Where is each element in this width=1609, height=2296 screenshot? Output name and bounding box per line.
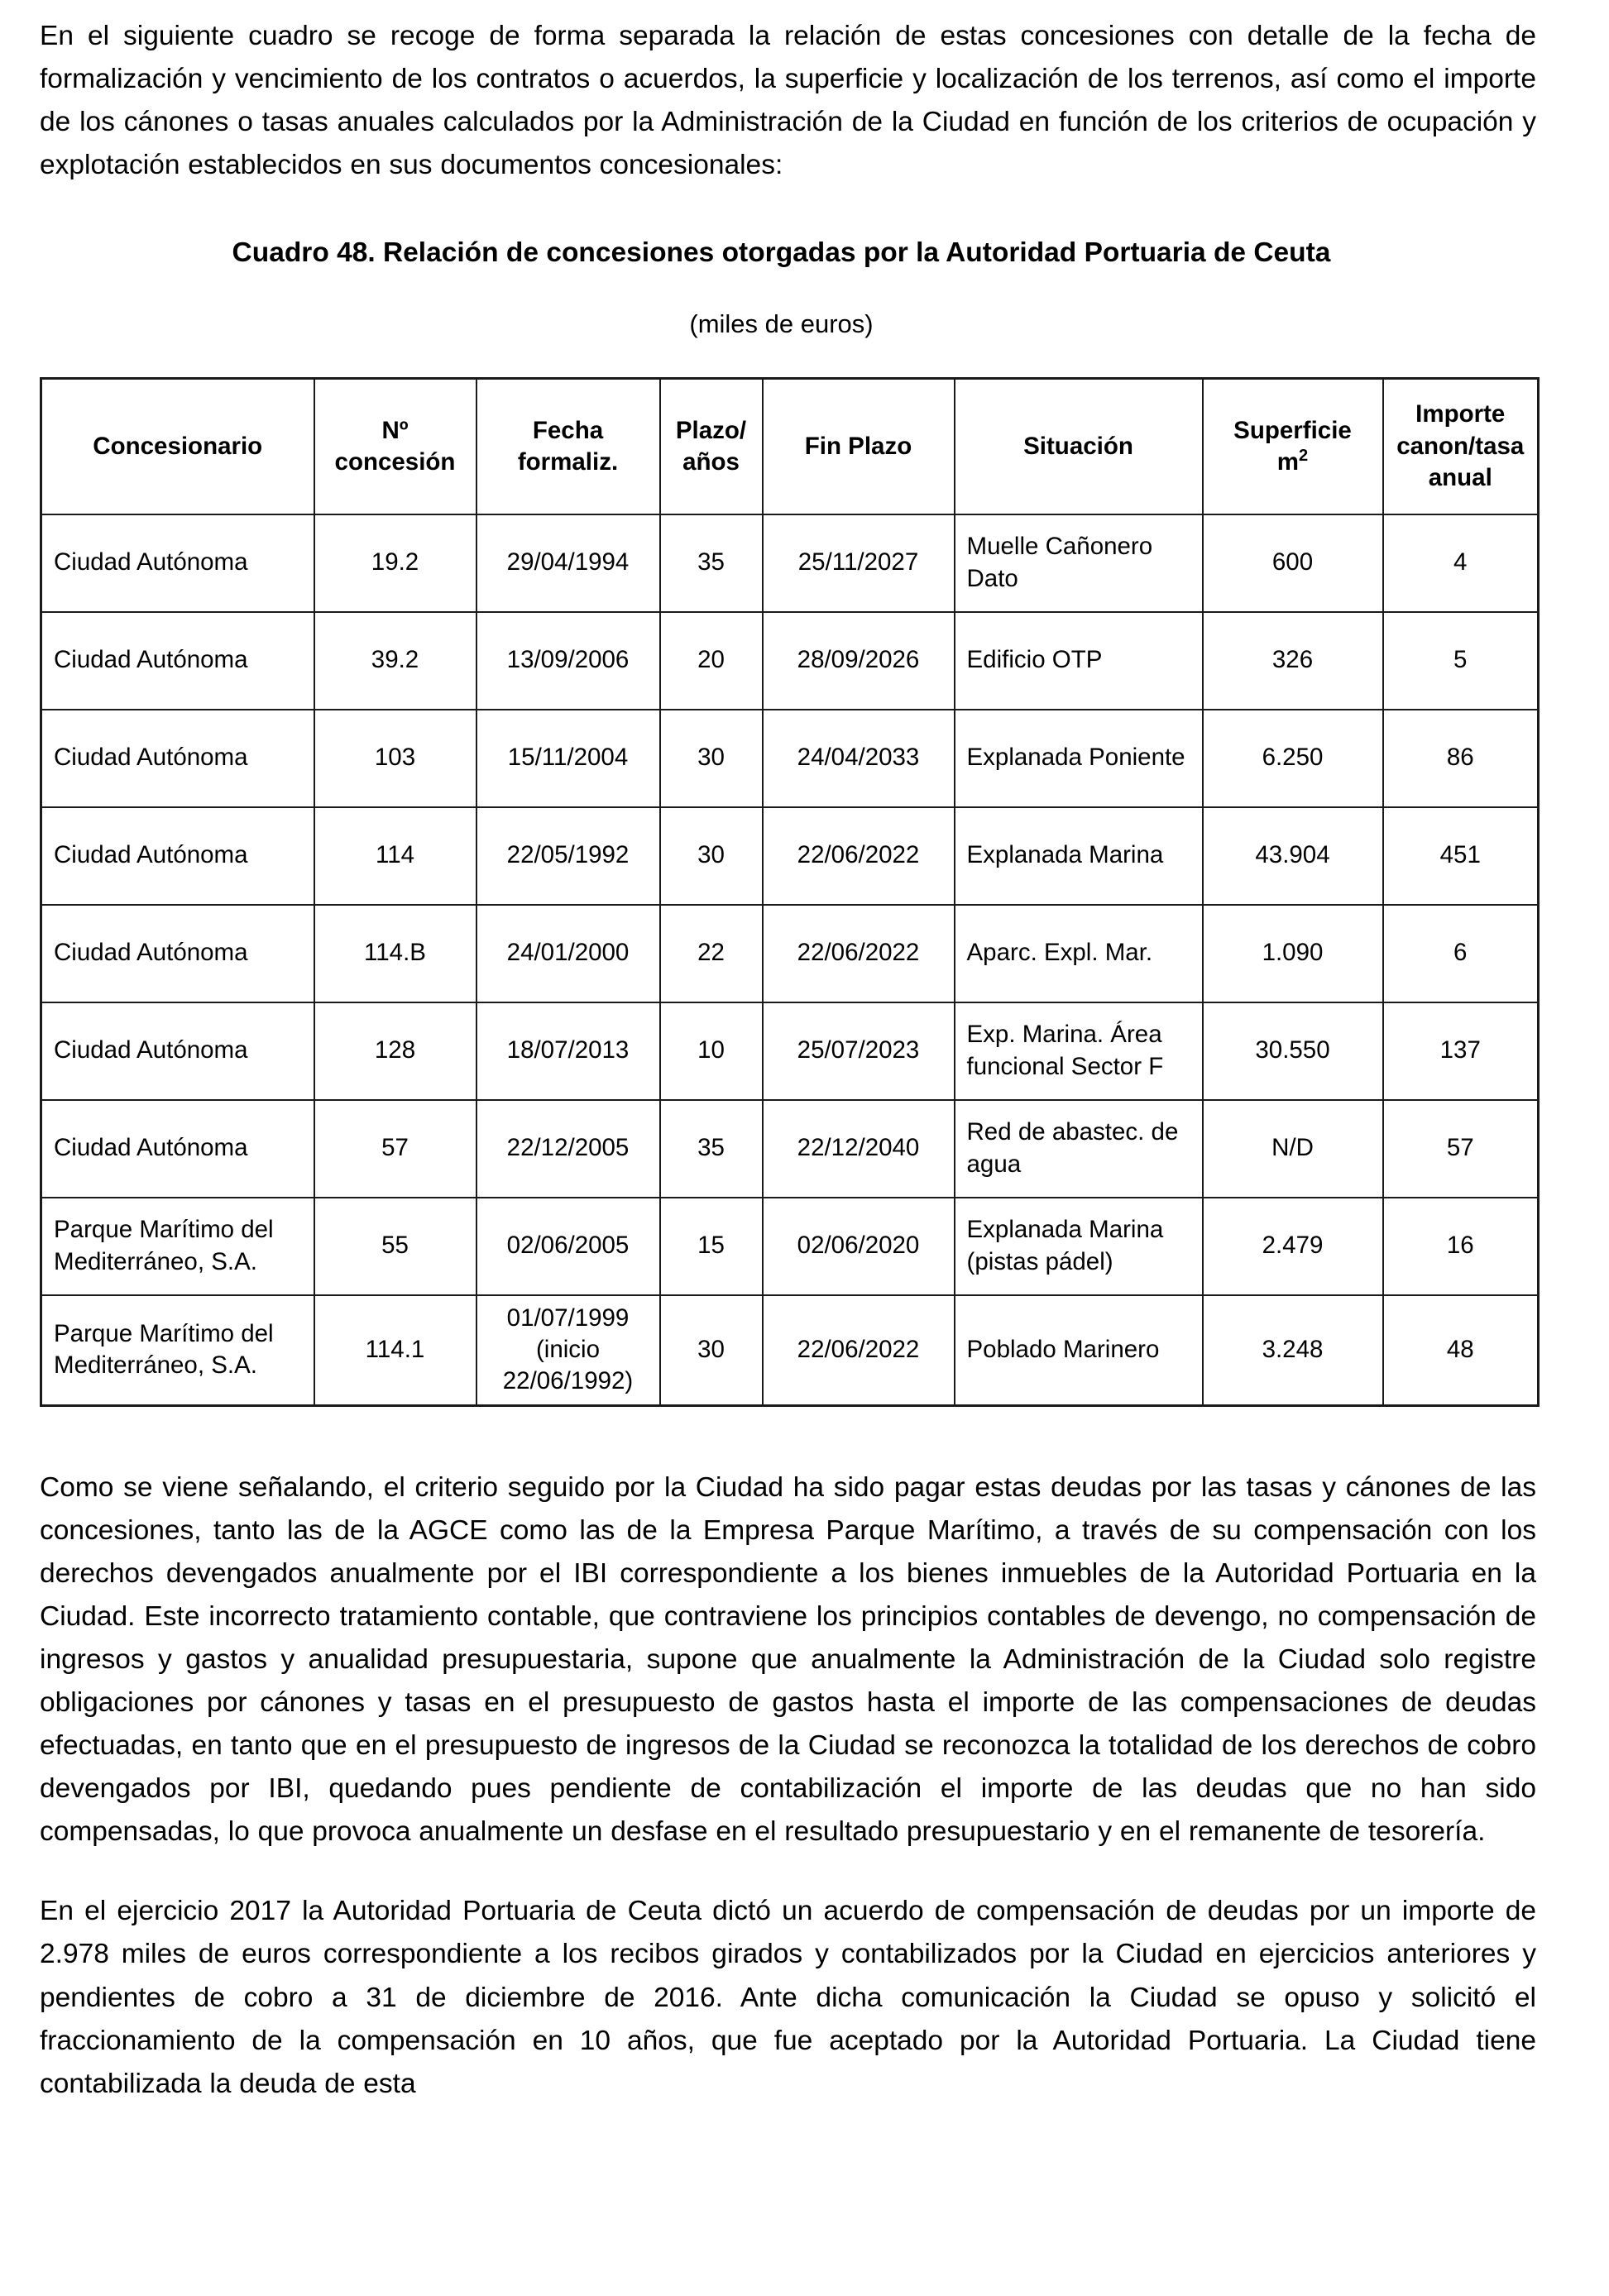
cell-concesionario: Parque Marítimo del Mediterráneo, S.A. [41, 1295, 314, 1406]
paragraph-after-table: Como se viene señalando, el criterio seguido por la Ciudad ha sido pagar estas deudas por las tasas y cánones de las concesiones, tanto las de la AGCE como las de la Empresa Parque Marítimo, a través de su compensación con los derechos devengados anualmente por el IBI correspondiente a los bienes inmuebles de la Autoridad Portuaria en la Ciudad. Este incorrecto tratamiento contable, que contraviene los principios contables de devengo, no compensación de ingresos y gastos y anualidad presupuestaria, supone que anualmente la Administración de la Ciudad solo registre obligaciones por cánones y tasas en el presupuesto de gastos hasta el importe de las compensaciones de deudas efectuadas, en tanto que en el presupuesto de ingresos de la Ciudad se reconozca la totalidad de los derechos de cobro devengados por IBI, quedando pues pendiente de contabilización el importe de las deudas que no han sido compensadas, lo que provoca anualmente un desfase en el resultado presupuestario y en el remanente de tesorería. [40, 1471, 1536, 1848]
spacer [40, 341, 1536, 377]
cell-superficie-m2: 30.550 [1203, 1002, 1383, 1100]
column-header-plazo-line2: años [682, 447, 740, 476]
cell-superficie-m2: N/D [1203, 1100, 1383, 1198]
cell-fecha-formaliz: 13/09/2006 [476, 612, 660, 710]
table-row [41, 1295, 1539, 1406]
cell-superficie-m2: 3.248 [1203, 1295, 1383, 1406]
cell-fin-plazo: 22/06/2022 [763, 1295, 955, 1406]
cell-importe-canon-tasa-anual: 451 [1383, 807, 1539, 905]
cell-num-concesion: 114.B [314, 905, 476, 1002]
cell-plazo-anios: 35 [660, 514, 763, 612]
cell-superficie-m2: 6.250 [1203, 710, 1383, 807]
cell-importe-canon-tasa-anual: 48 [1383, 1295, 1539, 1406]
table-row [41, 1100, 1539, 1198]
cell-num-concesion: 55 [314, 1198, 476, 1295]
cell-fin-plazo: 22/12/2040 [763, 1100, 955, 1198]
column-header-concesionario: Concesionario [41, 379, 314, 514]
cell-concesionario: Ciudad Autónoma [41, 612, 314, 710]
cell-fecha-formaliz: 29/04/1994 [476, 514, 660, 612]
column-header-superficie [1203, 379, 1383, 514]
column-header-num-concesion [314, 379, 476, 514]
cell-superficie-m2: 600 [1203, 514, 1383, 612]
cell-num-concesion: 19.2 [314, 514, 476, 612]
concessions-table [40, 377, 1540, 1407]
cell-num-concesion: 114 [314, 807, 476, 905]
column-header-num-concesion-line2: concesión [334, 447, 456, 476]
cell-concesionario: Ciudad Autónoma [41, 1002, 314, 1100]
table-row [41, 1002, 1539, 1100]
cell-importe-canon-tasa-anual: 57 [1383, 1100, 1539, 1198]
cell-num-concesion: 114.1 [314, 1295, 476, 1406]
cell-fin-plazo: 22/06/2022 [763, 807, 955, 905]
cell-concesionario: Ciudad Autónoma [41, 905, 314, 1002]
cell-concesionario: Parque Marítimo del Mediterráneo, S.A. [41, 1198, 314, 1295]
cell-plazo-anios: 30 [660, 1295, 763, 1406]
column-header-plazo-line1: Plazo/ [675, 416, 747, 444]
cell-fecha-formaliz: 01/07/1999 (inicio 22/06/1992) [476, 1295, 660, 1406]
cell-importe-canon-tasa-anual: 4 [1383, 514, 1539, 612]
column-header-superficie-line2: m [1276, 447, 1300, 476]
cell-plazo-anios: 20 [660, 612, 763, 710]
table-row [41, 807, 1539, 905]
cell-concesionario: Ciudad Autónoma [41, 807, 314, 905]
column-header-num-concesion-line1: Nº [381, 416, 409, 444]
cell-concesionario: Ciudad Autónoma [41, 710, 314, 807]
cell-plazo-anios: 30 [660, 710, 763, 807]
cell-importe-canon-tasa-anual: 16 [1383, 1198, 1539, 1295]
cell-situacion: Explanada Marina (pistas pádel) [955, 1198, 1203, 1295]
column-header-plazo-anios [660, 379, 763, 514]
table-header [41, 379, 1539, 514]
table-row [41, 514, 1539, 612]
cell-superficie-m2: 326 [1203, 612, 1383, 710]
cell-fecha-formaliz: 22/12/2005 [476, 1100, 660, 1198]
table-title: Cuadro 48. Relación de concesiones otorgadas por la Autoridad Portuaria de Ceuta [232, 237, 1331, 269]
table-row [41, 710, 1539, 807]
cell-situacion: Exp. Marina. Área funcional Sector F [955, 1002, 1203, 1100]
cell-superficie-m2: 1.090 [1203, 905, 1383, 1002]
cell-num-concesion: 57 [314, 1100, 476, 1198]
cell-concesionario: Ciudad Autónoma [41, 514, 314, 612]
cell-fin-plazo: 25/07/2023 [763, 1002, 955, 1100]
cell-plazo-anios: 30 [660, 807, 763, 905]
cell-num-concesion: 103 [314, 710, 476, 807]
cell-plazo-anios: 10 [660, 1002, 763, 1100]
column-header-fin-plazo: Fin Plazo [763, 379, 955, 514]
spacer [40, 187, 1536, 235]
column-header-fecha-line1: Fecha [532, 416, 604, 444]
table-row [41, 1198, 1539, 1295]
table-row [41, 905, 1539, 1002]
intro-paragraph: En el siguiente cuadro se recoge de forma separada la relación de estas concesiones con detalle de la fecha de formalización y vencimiento de los contratos o acuerdos, la superficie y localización de los terrenos, así como el importe de los cánones o tasas anuales calculados por la Administración de la Ciudad en función de los criterios de ocupación y explotación establecidos en sus documentos concesionales: [40, 21, 1536, 181]
cell-concesionario: Ciudad Autónoma [41, 1100, 314, 1198]
cell-fecha-formaliz: 18/07/2013 [476, 1002, 660, 1100]
cell-importe-canon-tasa-anual: 6 [1383, 905, 1539, 1002]
cell-num-concesion: 39.2 [314, 612, 476, 710]
cell-fin-plazo: 22/06/2022 [763, 905, 955, 1002]
cell-fin-plazo: 24/04/2033 [763, 710, 955, 807]
column-header-situacion: Situación [955, 379, 1203, 514]
cell-fecha-formaliz: 02/06/2005 [476, 1198, 660, 1295]
cell-importe-canon-tasa-anual: 86 [1383, 710, 1539, 807]
column-header-importe [1383, 379, 1539, 514]
cell-num-concesion: 128 [314, 1002, 476, 1100]
cell-situacion: Explanada Marina [955, 807, 1203, 905]
table-units-label: (miles de euros) [689, 309, 874, 338]
spacer [40, 271, 1536, 308]
column-header-fecha-formaliz [476, 379, 660, 514]
cell-importe-canon-tasa-anual: 137 [1383, 1002, 1539, 1100]
table-body [41, 514, 1539, 1406]
cell-plazo-anios: 35 [660, 1100, 763, 1198]
column-header-importe-line2: canon/tasa [1396, 432, 1525, 460]
cell-situacion: Explanada Poniente [955, 710, 1203, 807]
cell-fecha-formaliz: 15/11/2004 [476, 710, 660, 807]
cell-fecha-formaliz: 22/05/1992 [476, 807, 660, 905]
table-row [41, 612, 1539, 710]
column-header-importe-line1: Importe [1415, 400, 1506, 428]
cell-plazo-anios: 15 [660, 1198, 763, 1295]
cell-importe-canon-tasa-anual: 5 [1383, 612, 1539, 710]
cell-fin-plazo: 02/06/2020 [763, 1198, 955, 1295]
cell-superficie-m2: 43.904 [1203, 807, 1383, 905]
cell-fecha-formaliz: 24/01/2000 [476, 905, 660, 1002]
cell-fin-plazo: 28/09/2026 [763, 612, 955, 710]
cell-situacion: Edificio OTP [955, 612, 1203, 710]
final-paragraph: En el ejercicio 2017 la Autoridad Portuaria de Ceuta dictó un acuerdo de compensación de deudas por un importe de 2.978 miles de euros correspondiente a los recibos girados y contabilizados por la Ciudad en ejercicios anteriores y pendientes de cobro a 31 de diciembre de 2016. Ante dicha comunicación la Ciudad se opuso y solicitó el fraccionamiento de la compensación en 10 años, que fue aceptado por la Autoridad Portuaria. La Ciudad tiene contabilizada la deuda de esta [40, 1896, 1536, 2099]
column-header-importe-line3: anual [1428, 464, 1492, 492]
cell-situacion: Muelle Cañonero Dato [955, 514, 1203, 612]
column-header-superficie-exponent: 2 [1299, 447, 1309, 466]
cell-situacion: Aparc. Expl. Mar. [955, 905, 1203, 1002]
spacer [40, 1854, 1536, 1890]
column-header-fecha-line2: formaliz. [517, 447, 619, 476]
table-header-row [41, 379, 1539, 514]
column-header-superficie-line1: Superficie [1233, 416, 1352, 444]
cell-situacion: Poblado Marinero [955, 1295, 1203, 1406]
cell-plazo-anios: 22 [660, 905, 763, 1002]
cell-superficie-m2: 2.479 [1203, 1198, 1383, 1295]
cell-situacion: Red de abastec. de agua [955, 1100, 1203, 1198]
spacer [40, 1407, 1536, 1466]
cell-fin-plazo: 25/11/2027 [763, 514, 955, 612]
